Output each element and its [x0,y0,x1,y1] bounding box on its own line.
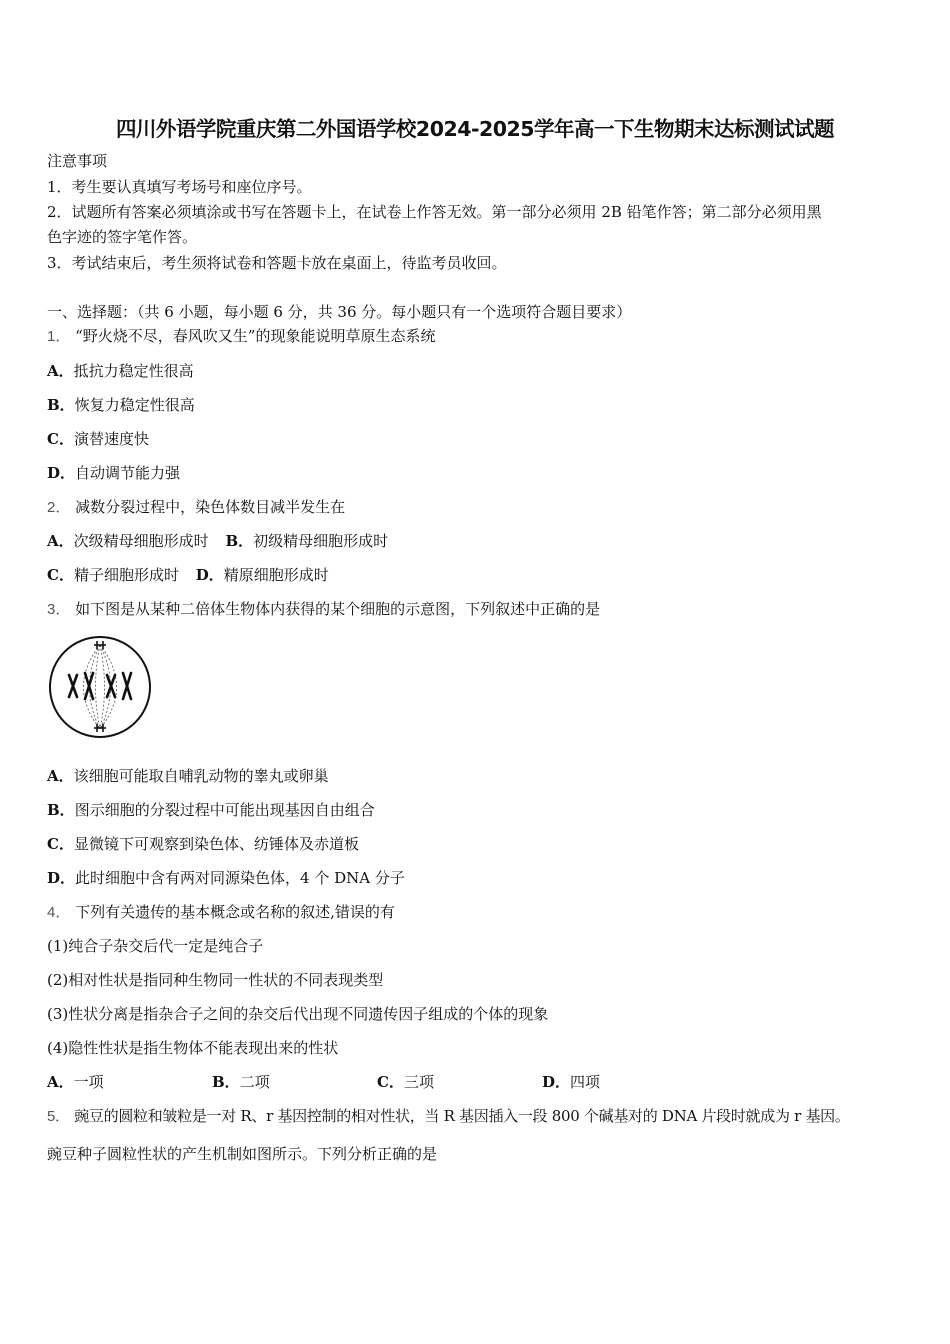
question-1 [47,326,435,347]
options-row [47,1072,600,1092]
question-stem: 下列有关遗传的基本概念或名称的叙述,错误的有 [75,903,395,921]
question-number: 1． [47,328,71,345]
option-label: A． [47,1073,74,1091]
question-number: 4． [47,904,71,921]
option-label: C． [47,566,74,584]
option-text: 四项 [570,1073,601,1091]
statement: (2)相对性状是指同种生物同一性状的不同表现类型 [47,971,384,989]
question-number: 2． [47,499,71,516]
option-b [47,800,375,820]
question-stem: “野火烧不尽，春风吹又生”的现象能说明草原生态系统 [75,327,436,345]
option-label: B． [212,1073,240,1091]
option-label: C． [47,835,74,853]
question-4 [47,902,395,923]
option-label: C． [47,430,74,448]
option-text: 初级精母细胞形成时 [253,532,389,550]
option-d [47,868,405,888]
option-c [47,834,359,854]
question-number: 5． [47,1108,70,1125]
question-5 [47,1106,850,1127]
question-3 [47,599,600,620]
option-text: 二项 [239,1073,270,1091]
option-text: 一项 [73,1073,104,1091]
option-label: B． [225,532,254,550]
option-text: 精原细胞形成时 [223,566,329,584]
option-label: D． [195,566,224,584]
option-label: D． [542,1073,571,1091]
statement: (4)隐性性状是指生物体不能表现出来的性状 [47,1039,339,1057]
option-text: 图示细胞的分裂过程中可能出现基因自由组合 [74,801,375,819]
notice-item: 3．考试结束后，考生须将试卷和答题卡放在桌面上，待监考员收回。 [47,254,507,272]
statement: (1)纯合子杂交后代一定是纯合子 [47,937,264,955]
option-a [47,361,194,381]
options-row [47,565,329,585]
option-text: 恢复力稳定性很高 [74,396,195,414]
statement: (3)性状分离是指杂合子之间的杂交后代出现不同遗传因子组成的个体的现象 [47,1005,549,1023]
question-stem: 豌豆的圆粒和皱粒是一对 R、r 基因控制的相对性状，当 R 基因插入一段 800 个碱基对的 DNA 片段时就成为 r 基因。 [74,1107,850,1125]
option-text: 演替速度快 [73,430,149,448]
cell-division-figure [47,635,153,739]
chromosomes [69,673,131,699]
option-label: D． [47,464,76,482]
option-text: 此时细胞中含有两对同源染色体，4 个 DNA 分子 [75,869,405,887]
question-stem: 如下图是从某种二倍体生物体内获得的某个细胞的示意图，下列叙述中正确的是 [75,600,601,618]
option-label: A． [47,362,74,380]
notice-heading: 注意事项 [47,152,108,170]
option-a [47,766,329,786]
option-label: A． [47,532,74,550]
option-label: D． [47,869,76,887]
option-c [47,429,149,449]
question-2 [47,497,345,518]
option-text: 次级精母细胞形成时 [73,532,209,550]
options-row [47,531,388,551]
question-number: 3． [47,601,71,618]
option-label: B． [47,801,75,819]
question-stem: 减数分裂过程中，染色体数目减半发生在 [75,498,346,516]
notice-item: 2．试题所有答案必须填涂或书写在答题卡上，在试卷上作答无效。第一部分必须用 2B 铅笔作答；第二部分必须用黑 [47,203,822,221]
option-d [47,463,180,483]
cell-membrane [50,637,150,737]
option-text: 显微镜下可观察到染色体、纺锤体及赤道板 [73,835,359,853]
question-stem-continued: 豌豆种子圆粒性状的产生机制如图所示。下列分析正确的是 [47,1145,438,1163]
option-text: 抵抗力稳定性很高 [73,362,194,380]
option-text: 自动调节能力强 [75,464,181,482]
page-title: 四川外语学院重庆第二外国语学校2024-2025学年高一下生物期末达标测试试题 [115,117,835,141]
notice-item: 1．考生要认真填写考场号和座位序号。 [47,178,312,196]
option-b [47,395,195,415]
centriole-top [94,641,106,649]
option-text: 该细胞可能取自哺乳动物的睾丸或卵巢 [73,767,329,785]
centriole-bottom [94,724,106,732]
option-label: C． [377,1073,404,1091]
section-heading: 一、选择题：（共 6 小题，每小题 6 分，共 36 分。每小题只有一个选项符合题目要求） [47,303,632,321]
notice-item: 色字迹的签字笔作答。 [47,228,198,246]
option-text: 三项 [403,1073,434,1091]
option-label: B． [47,396,75,414]
option-label: A． [47,767,74,785]
option-text: 精子细胞形成时 [73,566,179,584]
